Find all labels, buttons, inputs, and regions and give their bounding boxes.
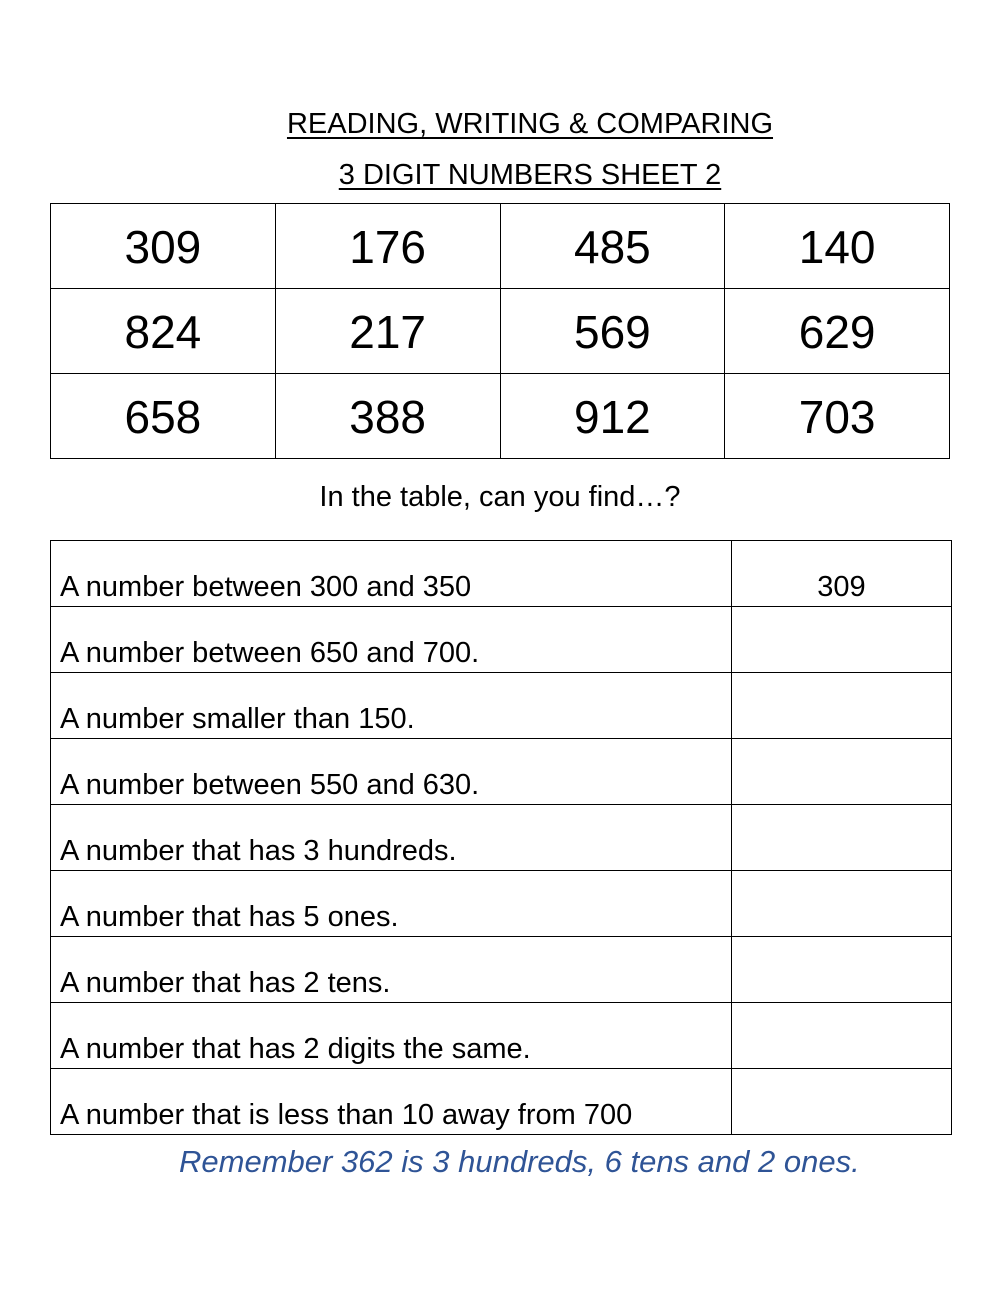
question-row xyxy=(51,805,952,871)
question-text: A number that has 3 hundreds. xyxy=(60,835,457,867)
numbers-table xyxy=(50,203,950,459)
numbers-row xyxy=(51,204,950,289)
question-text: A number between 550 and 630. xyxy=(60,769,480,801)
page-title-line-2: 3 DIGIT NUMBERS SHEET 2 xyxy=(338,159,722,191)
number-cell: 629 xyxy=(725,289,950,374)
question-row xyxy=(51,1069,952,1135)
number-cell: 912 xyxy=(500,374,725,459)
question-text-cell xyxy=(51,673,732,739)
number-cell: 485 xyxy=(500,204,725,289)
answer-cell[interactable] xyxy=(732,871,952,937)
question-row xyxy=(51,607,952,673)
page-title-line-1: READING, WRITING & COMPARING xyxy=(286,108,774,140)
answer-cell[interactable] xyxy=(732,1003,952,1069)
question-text-cell xyxy=(51,1069,732,1135)
number-cell: 703 xyxy=(725,374,950,459)
numbers-row xyxy=(51,289,950,374)
answer-cell[interactable] xyxy=(732,805,952,871)
answer-cell[interactable] xyxy=(732,739,952,805)
answer-cell[interactable] xyxy=(732,541,952,607)
question-text-cell xyxy=(51,739,732,805)
question-text-cell xyxy=(51,607,732,673)
question-text: A number between 300 and 350 xyxy=(60,571,472,603)
question-text: A number that has 2 digits the same. xyxy=(60,1033,531,1065)
numbers-row xyxy=(51,374,950,459)
question-row xyxy=(51,871,952,937)
answer-cell[interactable] xyxy=(732,607,952,673)
reminder-note: Remember 362 is 3 hundreds, 6 tens and 2 ones. xyxy=(179,1144,860,1179)
number-cell: 824 xyxy=(51,289,276,374)
answer-cell[interactable] xyxy=(732,673,952,739)
question-text: A number smaller than 150. xyxy=(60,703,415,735)
number-cell: 658 xyxy=(51,374,276,459)
question-text-cell xyxy=(51,871,732,937)
question-text-cell xyxy=(51,1003,732,1069)
question-text-cell xyxy=(51,805,732,871)
questions-table xyxy=(50,540,952,1135)
number-cell: 176 xyxy=(275,204,500,289)
number-cell: 388 xyxy=(275,374,500,459)
question-text: A number that has 5 ones. xyxy=(60,901,399,933)
question-row xyxy=(51,937,952,1003)
question-row xyxy=(51,673,952,739)
question-text-cell xyxy=(51,937,732,1003)
number-cell: 569 xyxy=(500,289,725,374)
question-prompt: In the table, can you find…? xyxy=(319,481,681,513)
number-cell: 217 xyxy=(275,289,500,374)
question-text: A number between 650 and 700. xyxy=(60,637,480,669)
question-text: A number that has 2 tens. xyxy=(60,967,391,999)
answer-text: 309 xyxy=(817,571,866,603)
question-text: A number that is less than 10 away from 700 xyxy=(60,1099,633,1131)
number-cell: 140 xyxy=(725,204,950,289)
question-text-cell xyxy=(51,541,732,607)
question-row xyxy=(51,739,952,805)
number-cell: 309 xyxy=(51,204,276,289)
question-row xyxy=(51,541,952,607)
answer-cell[interactable] xyxy=(732,937,952,1003)
question-row xyxy=(51,1003,952,1069)
answer-cell[interactable] xyxy=(732,1069,952,1135)
